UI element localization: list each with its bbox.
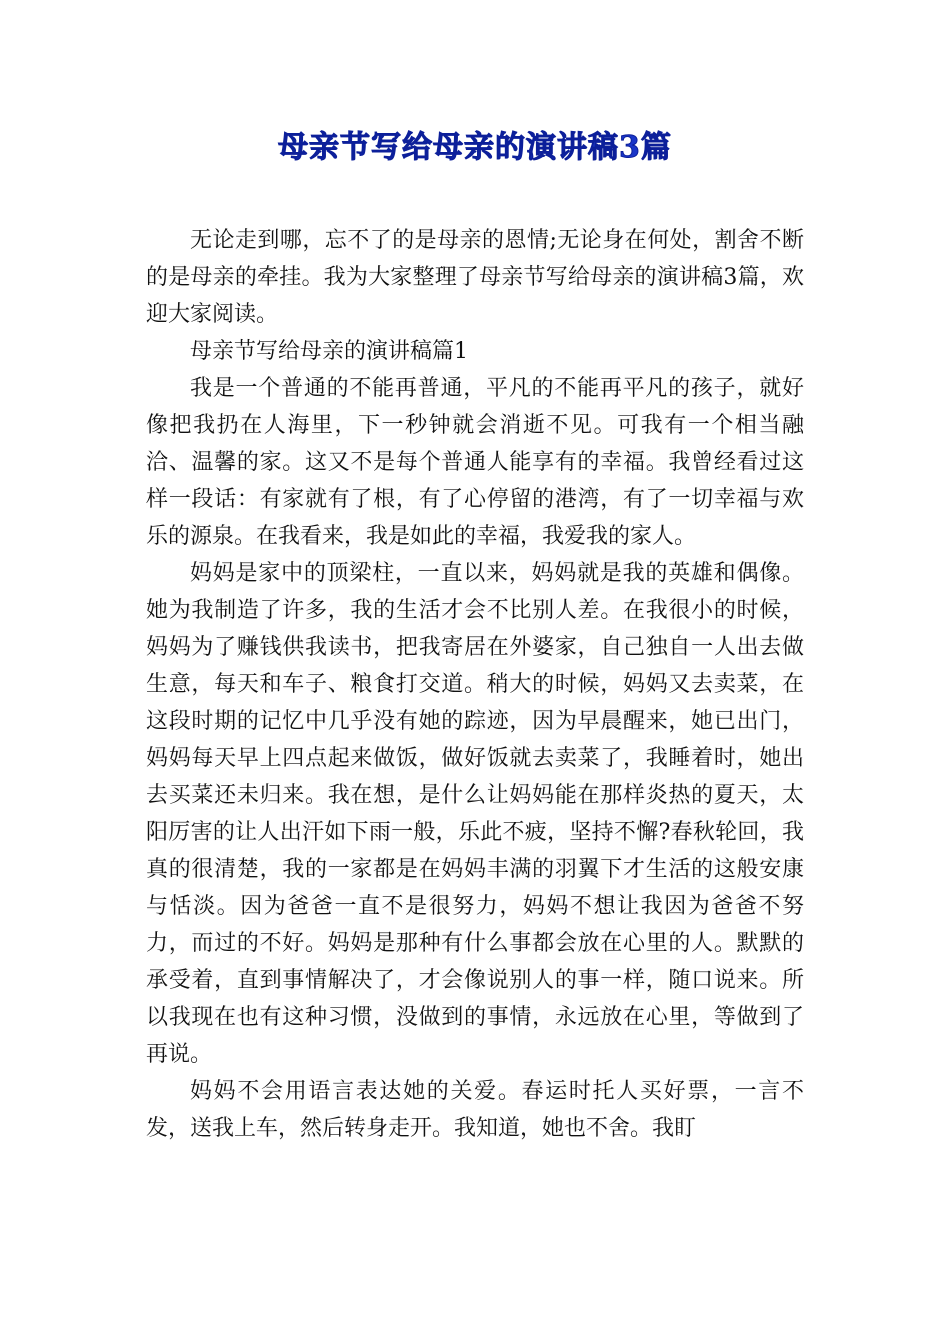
document-body xyxy=(146,222,804,1147)
paragraph-intro: 无论走到哪，忘不了的是母亲的恩情;无论身在何处，割舍不断的是母亲的牵挂。我为大家整理了母亲节写给母亲的演讲稿3篇，欢迎大家阅读。 xyxy=(146,228,804,327)
paragraph-1: 我是一个普通的不能再普通，平凡的不能再平凡的孩子，就好像把我扔在人海里，下一秒钟就会消逝不见。可我有一个相当融洽、温馨的家。这又不是每个普通人能享有的幸福。我曾经看过这样一段话：有家就有了根，有了心停留的港湾，有了一切幸福与欢乐的源泉。在我看来，我是如此的幸福，我爱我的家人。 xyxy=(146,376,804,549)
document-title: 母亲节写给母亲的演讲稿3篇 xyxy=(278,130,672,165)
paragraph-3: 妈妈不会用语言表达她的关爱。春运时托人买好票，一言不发，送我上车，然后转身走开。我知道，她也不舍。我盯 xyxy=(146,1079,804,1141)
section-heading-1: 母亲节写给母亲的演讲稿篇1 xyxy=(190,339,468,364)
paragraph-2: 妈妈是家中的顶梁柱，一直以来，妈妈就是我的英雄和偶像。她为我制造了许多，我的生活才会不比别人差。在我很小的时候，妈妈为了赚钱供我读书，把我寄居在外婆家，自己独自一人出去做生意，每天和车子、粮食打交道。稍大的时候，妈妈又去卖菜，在这段时期的记忆中几乎没有她的踪迹，因为早晨醒来，她已出门，妈妈每天早上四点起来做饭，做好饭就去卖菜了，我睡着时，她出去买菜还未归来。我在想，是什么让妈妈能在那样炎热的夏天，太阳厉害的让人出汗如下雨一般，乐此不疲，坚持不懈?春秋轮回，我真的很清楚，我的一家都是在妈妈丰满的羽翼下才生活的这般安康与恬淡。因为爸爸一直不是很努力，妈妈不想让我因为爸爸不努力，而过的不好。妈妈是那种有什么事都会放在心里的人。默默的承受着，直到事情解决了，才会像说别人的事一样，随口说来。所以我现在也有这种习惯，没做到的事情，永远放在心里，等做到了再说。 xyxy=(146,561,804,1067)
